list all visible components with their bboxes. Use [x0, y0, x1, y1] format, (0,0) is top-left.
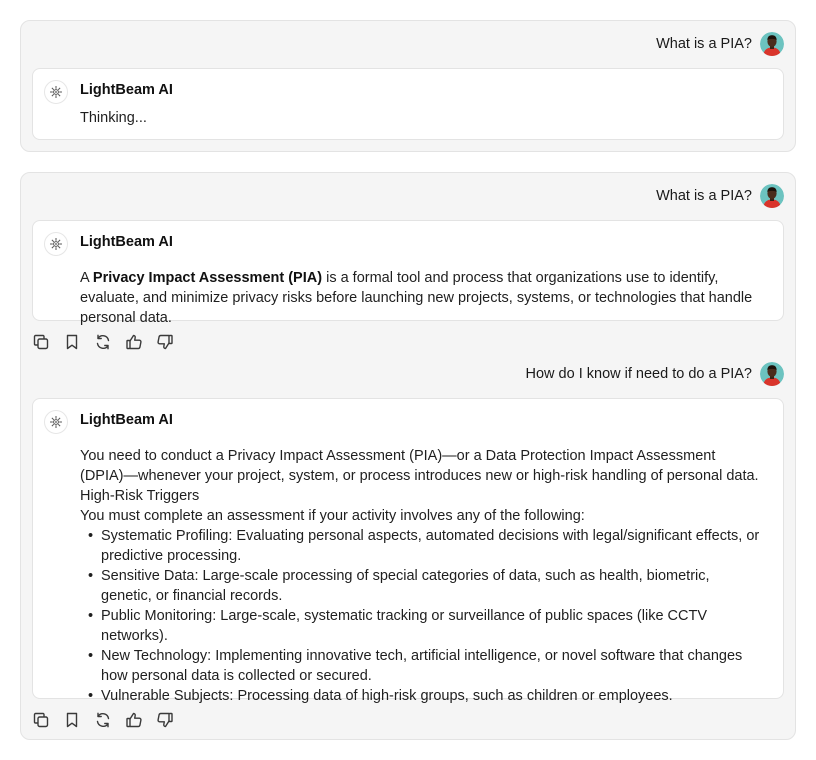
user-question: What is a PIA?	[656, 36, 752, 52]
thumbs-down-button[interactable]	[156, 333, 174, 351]
user-message	[656, 32, 784, 56]
conversation-card-pending	[20, 20, 796, 152]
message-actions	[32, 711, 187, 729]
copy-button[interactable]	[32, 333, 50, 351]
assistant-message	[32, 398, 784, 704]
thumbs-down-icon	[156, 333, 174, 351]
bookmark-button[interactable]	[63, 333, 81, 351]
thinking-status: Thinking...	[80, 110, 147, 126]
assistant-name: LightBeam AI	[80, 82, 173, 98]
conversation-card	[20, 172, 796, 740]
lightbeam-logo-icon	[44, 232, 68, 256]
answer-prefix: A	[80, 270, 93, 286]
answer-heading: High-Risk Triggers	[80, 488, 200, 504]
thumbs-down-button[interactable]	[156, 711, 174, 729]
assistant-message	[32, 220, 784, 326]
assistant-answer	[80, 446, 761, 706]
thumbs-up-button[interactable]	[125, 333, 143, 351]
trigger-list	[80, 526, 761, 706]
regenerate-button[interactable]	[94, 333, 112, 351]
user-message	[656, 184, 784, 208]
list-item: • Public Monitoring: Large-scale, systematic tracking or surveillance of public spaces (like CCTV networks).	[80, 606, 761, 646]
assistant-message	[32, 68, 784, 140]
bookmark-button[interactable]	[63, 711, 81, 729]
user-avatar	[760, 184, 784, 208]
user-avatar	[760, 362, 784, 386]
list-item: • New Technology: Implementing innovative tech, artificial intelligence, or novel software that changes how personal data is collected or secured.	[80, 646, 761, 686]
user-question: How do I know if need to do a PIA?	[525, 366, 752, 382]
regenerate-icon	[94, 711, 112, 729]
bookmark-icon	[63, 711, 81, 729]
copy-icon	[32, 711, 50, 729]
thumbs-up-icon	[125, 711, 143, 729]
assistant-name: LightBeam AI	[80, 234, 173, 250]
thumbs-up-button[interactable]	[125, 711, 143, 729]
regenerate-icon	[94, 333, 112, 351]
list-item: • Vulnerable Subjects: Processing data of high-risk groups, such as children or employees.	[80, 686, 761, 706]
user-avatar	[760, 32, 784, 56]
answer-lead: You must complete an assessment if your activity involves any of the following:	[80, 508, 585, 524]
answer-term: Privacy Impact Assessment (PIA)	[92, 270, 323, 286]
answer-text: is a formal tool and process that organizations use to identify, evaluate, and minimize privacy risks before launching new projects, systems, or technologies that handle personal data.	[80, 270, 753, 326]
regenerate-button[interactable]	[94, 711, 112, 729]
assistant-answer	[80, 268, 761, 328]
copy-icon	[32, 333, 50, 351]
thumbs-down-icon	[156, 711, 174, 729]
user-question: What is a PIA?	[656, 188, 752, 204]
user-message	[526, 362, 785, 386]
lightbeam-logo-icon	[44, 410, 68, 434]
answer-intro: You need to conduct a Privacy Impact Assessment (PIA)—or a Data Protection Impact Assessment (DPIA)—whenever your project, system, or process introduces new or high-risk handling of personal data.	[80, 448, 759, 484]
list-item: • Systematic Profiling: Evaluating personal aspects, automated decisions with legal/significant effects, or predictive processing.	[80, 526, 761, 566]
message-actions	[32, 333, 187, 351]
list-item: • Sensitive Data: Large-scale processing of special categories of data, such as health, biometric, genetic, or financial records.	[80, 566, 761, 606]
assistant-name: LightBeam AI	[80, 412, 173, 428]
thumbs-up-icon	[125, 333, 143, 351]
bookmark-icon	[63, 333, 81, 351]
copy-button[interactable]	[32, 711, 50, 729]
lightbeam-logo-icon	[44, 80, 68, 104]
